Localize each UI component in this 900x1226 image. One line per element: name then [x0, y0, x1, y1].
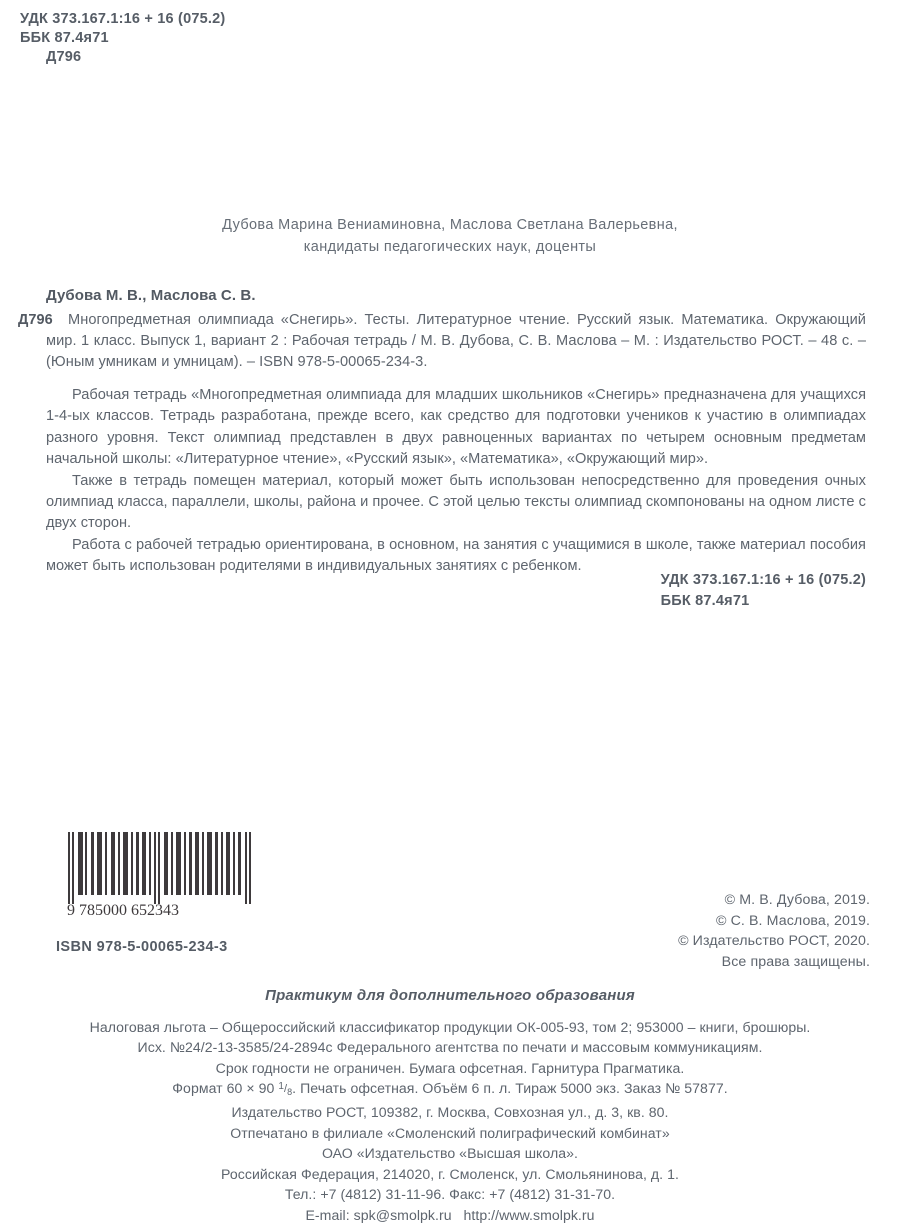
copyright-block	[678, 890, 870, 972]
classification-repeat-block	[661, 570, 866, 612]
imprint-registration: Исх. №24/2-13-3585/24-2894с Федерального агентства по печати и массовым коммуникациям.	[137, 1039, 763, 1056]
imprint-block	[0, 986, 900, 1226]
copyright-rights-reserved: Все права защищены.	[721, 953, 870, 970]
imprint-printed-at: Отпечатано в филиале «Смоленский полиграфический комбинат»	[230, 1124, 670, 1141]
imprint-publisher-address: Издательство РОСТ, 109382, г. Москва, Совхозная ул., д. 3, кв. 80.	[231, 1103, 669, 1120]
series-title: Практикум для дополнительного образования	[265, 987, 635, 1004]
bib-sigla: Д796	[18, 312, 53, 328]
copyright-line-1: © М. В. Дубова, 2019.	[724, 892, 870, 908]
authors-names-line: Дубова Марина Вениаминовна, Маслова Светлана Валерьевна,	[222, 217, 678, 233]
imprint-format-prefix: Формат 60 × 90	[172, 1080, 279, 1097]
imprint-phone-fax: Тел.: +7 (4812) 31-11-96. Факс: +7 (4812) 31-31-70.	[284, 1186, 616, 1203]
copyright-line-3: © Издательство РОСТ, 2020.	[678, 933, 870, 949]
annotation-paragraph-1: Рабочая тетрадь «Многопредметная олимпиада для младших школьников «Снегирь» предназначена для учащихся 1-4-ых классов. Тетрадь разработана, прежде всего, как средство для подготовки учеников к участию в олимпиадах разного уровня. Текст олимпиад представлен в двух равноценных вариантах по четырем основным предметам начальной школы: «Литературное чтение», «Русский язык», «Математика», «Окружающий мир».	[46, 387, 866, 468]
bib-entry-text: Многопредметная олимпиада «Снегирь». Тесты. Литературное чтение. Русский язык. Математика. Окружающий мир. 1 класс. Выпуск 1, вариант 2 : Рабочая тетрадь / М. В. Дубова, С. В. Маслова – М. : Издательство РОСТ. – 48 с. – (Юным умникам и умницам). – ISBN 978-5-00065-234-3.	[46, 312, 866, 370]
imprint-tax-benefit: Налоговая льгота – Общероссийский классификатор продукции ОК-005-93, том 2; 953000 – книги, брошюры.	[89, 1018, 811, 1035]
annotation-paragraph-2: Также в тетрадь помещен материал, который может быть использован непосредственно для проведения очных олимпиад класса, параллели, школы, района и прочее. С этой целью тексты олимпиад скомпонованы на одном листе с двух сторон.	[46, 472, 866, 532]
copyright-line-2: © С. В. Маслова, 2019.	[715, 912, 870, 929]
bbk-code-repeat: ББК 87.4я71	[660, 593, 750, 609]
imprint-format-line	[0, 1078, 900, 1102]
imprint-email-website: E-mail: spk@smolpk.ru http://www.smolpk.ru	[305, 1206, 595, 1223]
imprint-printer-name: ОАО «Издательство «Высшая школа».	[321, 1145, 579, 1162]
authors-degrees-line: кандидаты педагогических наук, доценты	[303, 239, 597, 255]
ean13-barcode	[66, 832, 262, 904]
imprint-printer-address: Российская Федерация, 214020, г. Смоленск, ул. Смольянинова, д. 1.	[221, 1165, 679, 1182]
format-fraction-denominator: 8	[287, 1087, 293, 1098]
classification-block	[20, 10, 225, 67]
annotation-paragraph-3: Работа с рабочей тетрадью ориентирована, в основном, на занятия с учащимися в школе, также материал пособия может быть использован родителями в индивидуальных занятиях с ребенком.	[46, 536, 866, 575]
bib-authors-short: Дубова М. В., Маслова С. В.	[46, 287, 256, 304]
annotation-block	[46, 385, 866, 578]
isbn-label: ISBN 978-5-00065-234-3	[56, 939, 228, 955]
barcode-digits: 9 785000 652343	[67, 902, 179, 919]
bib-entry	[18, 310, 866, 373]
barcode-area	[66, 832, 262, 920]
udk-code: УДК 373.167.1:16 + 16 (075.2)	[20, 11, 226, 27]
authors-full-names	[0, 214, 900, 258]
bbk-code: ББК 87.4я71	[20, 30, 109, 46]
udk-code-repeat: УДК 373.167.1:16 + 16 (075.2)	[660, 572, 866, 588]
imprint-shelf-life: Срок годности не ограничен. Бумага офсетная. Гарнитура Прагматика.	[215, 1059, 685, 1076]
format-fraction-numerator: 1	[278, 1081, 284, 1093]
author-sign-code: Д796	[46, 49, 82, 65]
imprint-format-suffix: . Печать офсетная. Объём 6 п. л. Тираж 5000 экз. Заказ № 57877.	[292, 1080, 728, 1097]
format-fraction: $1/_8$	[278, 1081, 293, 1098]
bibliographic-description	[18, 287, 866, 373]
